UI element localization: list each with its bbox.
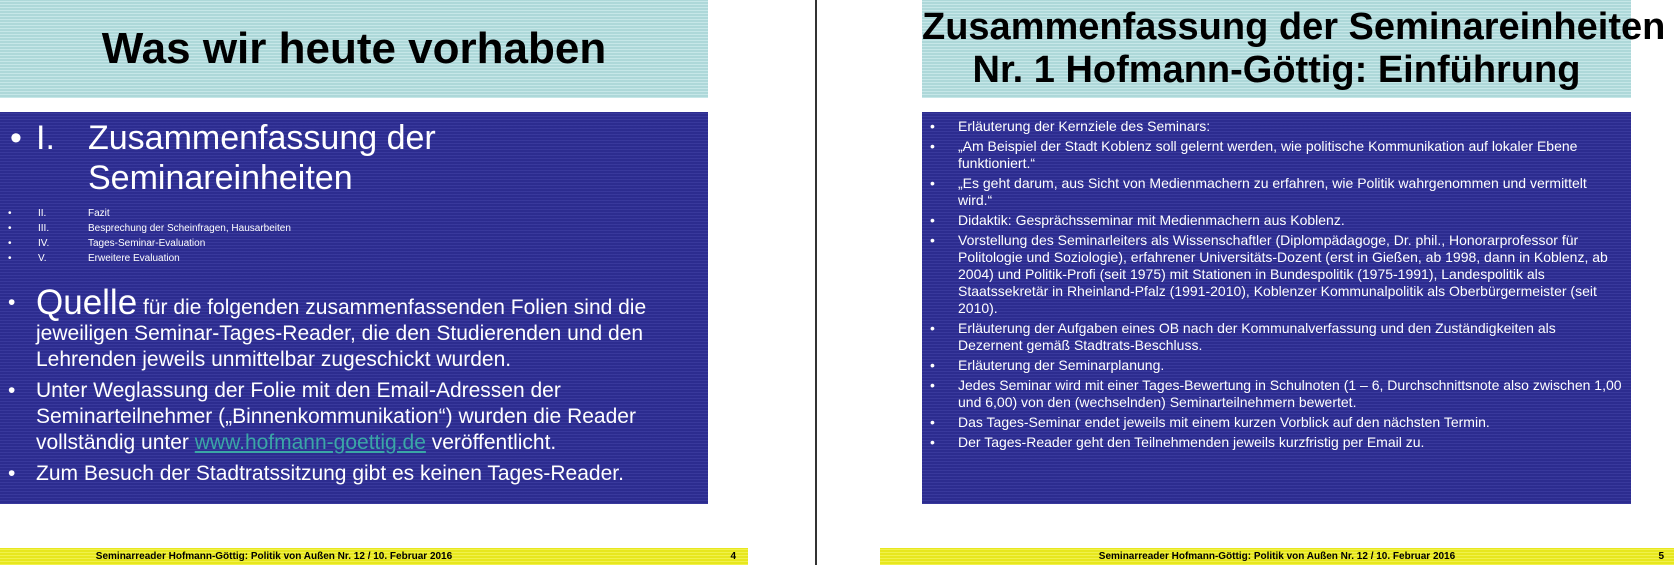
slide-5-footer [880,548,1674,565]
footer-text: Seminarreader Hofmann-Göttig: Politik von Außen Nr. 12 / 10. Februar 2016 [1098,551,1456,562]
agenda-number: II. [38,208,47,219]
summary-item [930,414,1622,431]
agenda-number: V. [38,253,47,264]
bullet: • [8,253,12,264]
page-number: 4 [730,551,736,562]
slide-4-title: Was wir heute vorhaben [0,0,708,98]
agenda-number: IV. [38,238,50,249]
bullet: • [930,232,935,248]
bullet: • [8,462,16,485]
slide-4-footer [0,548,748,565]
besuch-text: Zum Besuch der Stadtratssitzung gibt es keinen Tages-Reader. [36,462,624,485]
source-notes-list [8,283,698,492]
agenda-number: I. [36,119,55,157]
bullet: • [930,377,935,393]
summary-text: „Am Beispiel der Stadt Koblenz soll gelernt werden, wie politische Kommunikation auf lokaler Ebene funktioniert.“ [958,138,1578,171]
summary-text: Jedes Seminar wird mit einer Tages-Bewertung in Schulnoten (1 – 6, Durchschnittsnote also zwischen 1,00 und 6,00) von den (wechselnden) Seminarteilnehmern bewertet. [958,377,1622,410]
slide-4-content [0,112,708,504]
title-line-1: Zusammenfassung der Seminareinheiten [922,6,1666,48]
summary-item [930,434,1622,451]
agenda-text: Fazit [88,208,110,219]
bullet: • [10,119,22,157]
agenda-number: III. [38,223,50,234]
bullet: • [930,118,935,134]
bullet: • [8,291,16,314]
website-link[interactable]: www.hofmann-goettig.de [194,431,426,454]
title-line-2: Nr. 1 Hofmann-Göttig: Einführung [972,49,1581,91]
quelle-text: für die folgenden zusammenfassenden Folien sind die jeweiligen Seminar-Tages-Reader, die den Studierenden und den Lehrenden jeweils unmittelbar zugeschickt wurden. [36,296,647,371]
summary-text: „Es geht darum, aus Sicht von Medienmachern zu erfahren, wie Politik wahrgenommen und vermittelt wird.“ [958,175,1587,208]
bullet: • [8,223,12,234]
summary-list [930,118,1622,454]
weglassung-bullet [8,378,698,456]
summary-item [930,175,1622,209]
bullet: • [930,212,935,228]
summary-text: Der Tages-Reader geht den Teilnehmenden jeweils kurzfristig per Email zu. [958,434,1425,450]
summary-text: Erläuterung der Aufgaben eines OB nach der Kommunalverfassung und den Zuständigkeiten als Dezernent gemäß Stadtrats-Beschluss. [958,320,1556,353]
bullet: • [8,208,12,219]
page-number: 5 [1658,551,1664,562]
summary-item [930,138,1622,172]
summary-item [930,357,1622,374]
footer-text: Seminarreader Hofmann-Göttig: Politik von Außen Nr. 12 / 10. Februar 2016 [95,551,453,562]
page-divider [815,0,817,565]
bullet: • [8,238,12,249]
agenda-text: Tages-Seminar-Evaluation [88,238,206,249]
agenda-text: Besprechung der Scheinfragen, Hausarbeiten [88,223,291,234]
agenda-text: Erweitere Evaluation [88,253,180,264]
summary-text: Vorstellung des Seminarleiters als Wissenschaftler (Diplompädagoge, Dr. phil., Honorarprofessor für Politologie und Soziologie), erfahrener Universitäts-Dozent (erst in Gießen, ab 1998, dann in Koblenz, ab 2004) und Politik-Profi (seit 1975) mit Stationen in Bundespolitik (1975-1991), Landespolitik als Staatssekretär in Rheinland-Pfalz (1991-2010), Koblenzer Kommunalpolitik als Oberbürgermeister (seit 2010). [958,232,1608,316]
summary-item [930,232,1622,317]
summary-text: Didaktik: Gesprächsseminar mit Medienmachern aus Koblenz. [958,212,1345,228]
bullet: • [8,379,16,402]
summary-item [930,212,1622,229]
besuch-bullet [8,461,698,487]
summary-text: Das Tages-Seminar endet jeweils mit einem kurzen Vorblick auf den nächsten Termin. [958,414,1490,430]
weglassung-text-before: Unter Weglassung der Folie mit den Email-Adressen der Seminarteilnehmer („Binnenkommunikation“) wurden die Reader vollständig unter [36,379,636,454]
slide-5-title [922,0,1666,98]
summary-item [930,320,1622,354]
weglassung-text-after: veröffentlicht. [425,431,557,454]
summary-item [930,377,1622,411]
summary-text: Erläuterung der Seminarplanung. [958,357,1165,373]
quelle-bullet [8,283,698,373]
bullet: • [930,414,935,430]
bullet: • [930,138,935,154]
bullet: • [930,320,935,336]
agenda-text: Zusammenfassung der Seminareinheiten [88,119,436,197]
summary-item [930,118,1622,135]
quelle-lead: Quelle [36,283,138,322]
bullet: • [930,175,935,191]
bullet: • [930,434,935,450]
summary-text: Erläuterung der Kernziele des Seminars: [958,118,1211,134]
bullet: • [930,357,935,373]
slide-5-content [922,112,1631,504]
